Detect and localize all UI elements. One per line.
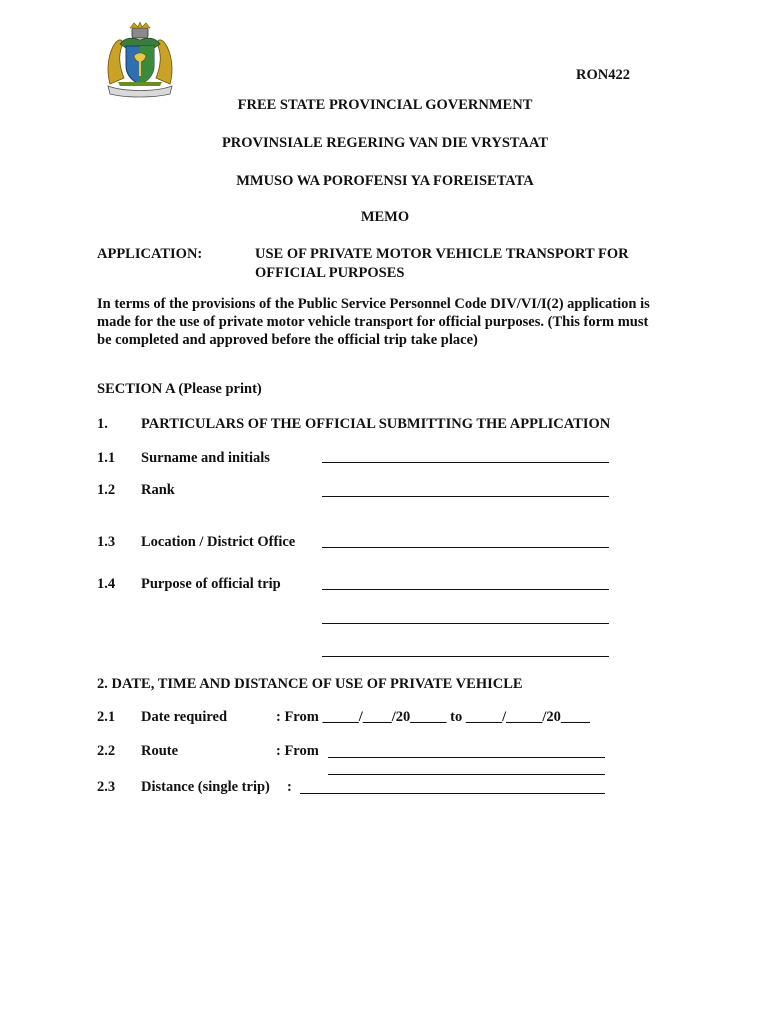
section-a-heading: SECTION A (Please print) — [97, 381, 262, 397]
field-number: 2.1 — [97, 709, 116, 725]
field-number: 2.3 — [97, 779, 116, 795]
coat-of-arms-logo — [104, 22, 176, 100]
header-afrikaans: PROVINSIALE REGERING VAN DIE VRYSTAAT — [221, 135, 549, 151]
rank-label: Rank — [141, 482, 175, 498]
purpose-input-line-3[interactable] — [322, 656, 609, 657]
distance-input-line[interactable] — [300, 793, 605, 794]
purpose-label: Purpose of official trip — [141, 576, 281, 592]
route-from-label: : From — [276, 743, 319, 759]
field-number: 2.2 — [97, 743, 116, 759]
application-subject-line1: USE OF PRIVATE MOTOR VEHICLE TRANSPORT FOR — [255, 246, 629, 262]
part2-title: 2. DATE, TIME AND DISTANCE OF USE OF PRIVATE VEHICLE — [97, 676, 523, 692]
field-number: 1.2 — [97, 482, 116, 498]
intro-paragraph: In terms of the provisions of the Public Service Personnel Code DIV/VI/I(2) application is made for the use of private motor vehicle transport for official purposes. (This form must be completed and approved before the official trip take place) — [97, 296, 650, 348]
date-range-input[interactable]: : From _____/____/20_____ to _____/_____/20____ — [276, 709, 590, 725]
surname-input-line[interactable] — [322, 462, 609, 463]
purpose-input-line-1[interactable] — [322, 589, 609, 590]
location-input-line[interactable] — [322, 547, 609, 548]
part1-title: PARTICULARS OF THE OFFICIAL SUBMITTING THE APPLICATION — [141, 416, 611, 432]
rank-input-line[interactable] — [322, 496, 609, 497]
route-input-line-1[interactable] — [328, 757, 605, 758]
part1-number: 1. — [97, 416, 108, 432]
application-label: APPLICATION: — [97, 246, 203, 262]
memo-heading: MEMO — [360, 209, 410, 225]
distance-label: Distance (single trip) — [141, 779, 270, 795]
purpose-input-line-2[interactable] — [322, 623, 609, 624]
form-code: RON422 — [576, 67, 630, 83]
location-label: Location / District Office — [141, 534, 296, 550]
field-number: 1.3 — [97, 534, 116, 550]
header-english: FREE STATE PROVINCIAL GOVERNMENT — [237, 97, 533, 113]
field-number: 1.1 — [97, 450, 116, 466]
route-input-line-2[interactable] — [328, 774, 605, 775]
distance-colon: : — [287, 779, 292, 795]
date-required-label: Date required — [141, 709, 228, 725]
field-number: 1.4 — [97, 576, 116, 592]
route-label: Route — [141, 743, 179, 759]
header-sesotho: MMUSO WA POROFENSI YA FOREISETATA — [236, 173, 534, 189]
application-subject-line2: OFFICIAL PURPOSES — [255, 265, 405, 281]
surname-label: Surname and initials — [141, 450, 270, 466]
